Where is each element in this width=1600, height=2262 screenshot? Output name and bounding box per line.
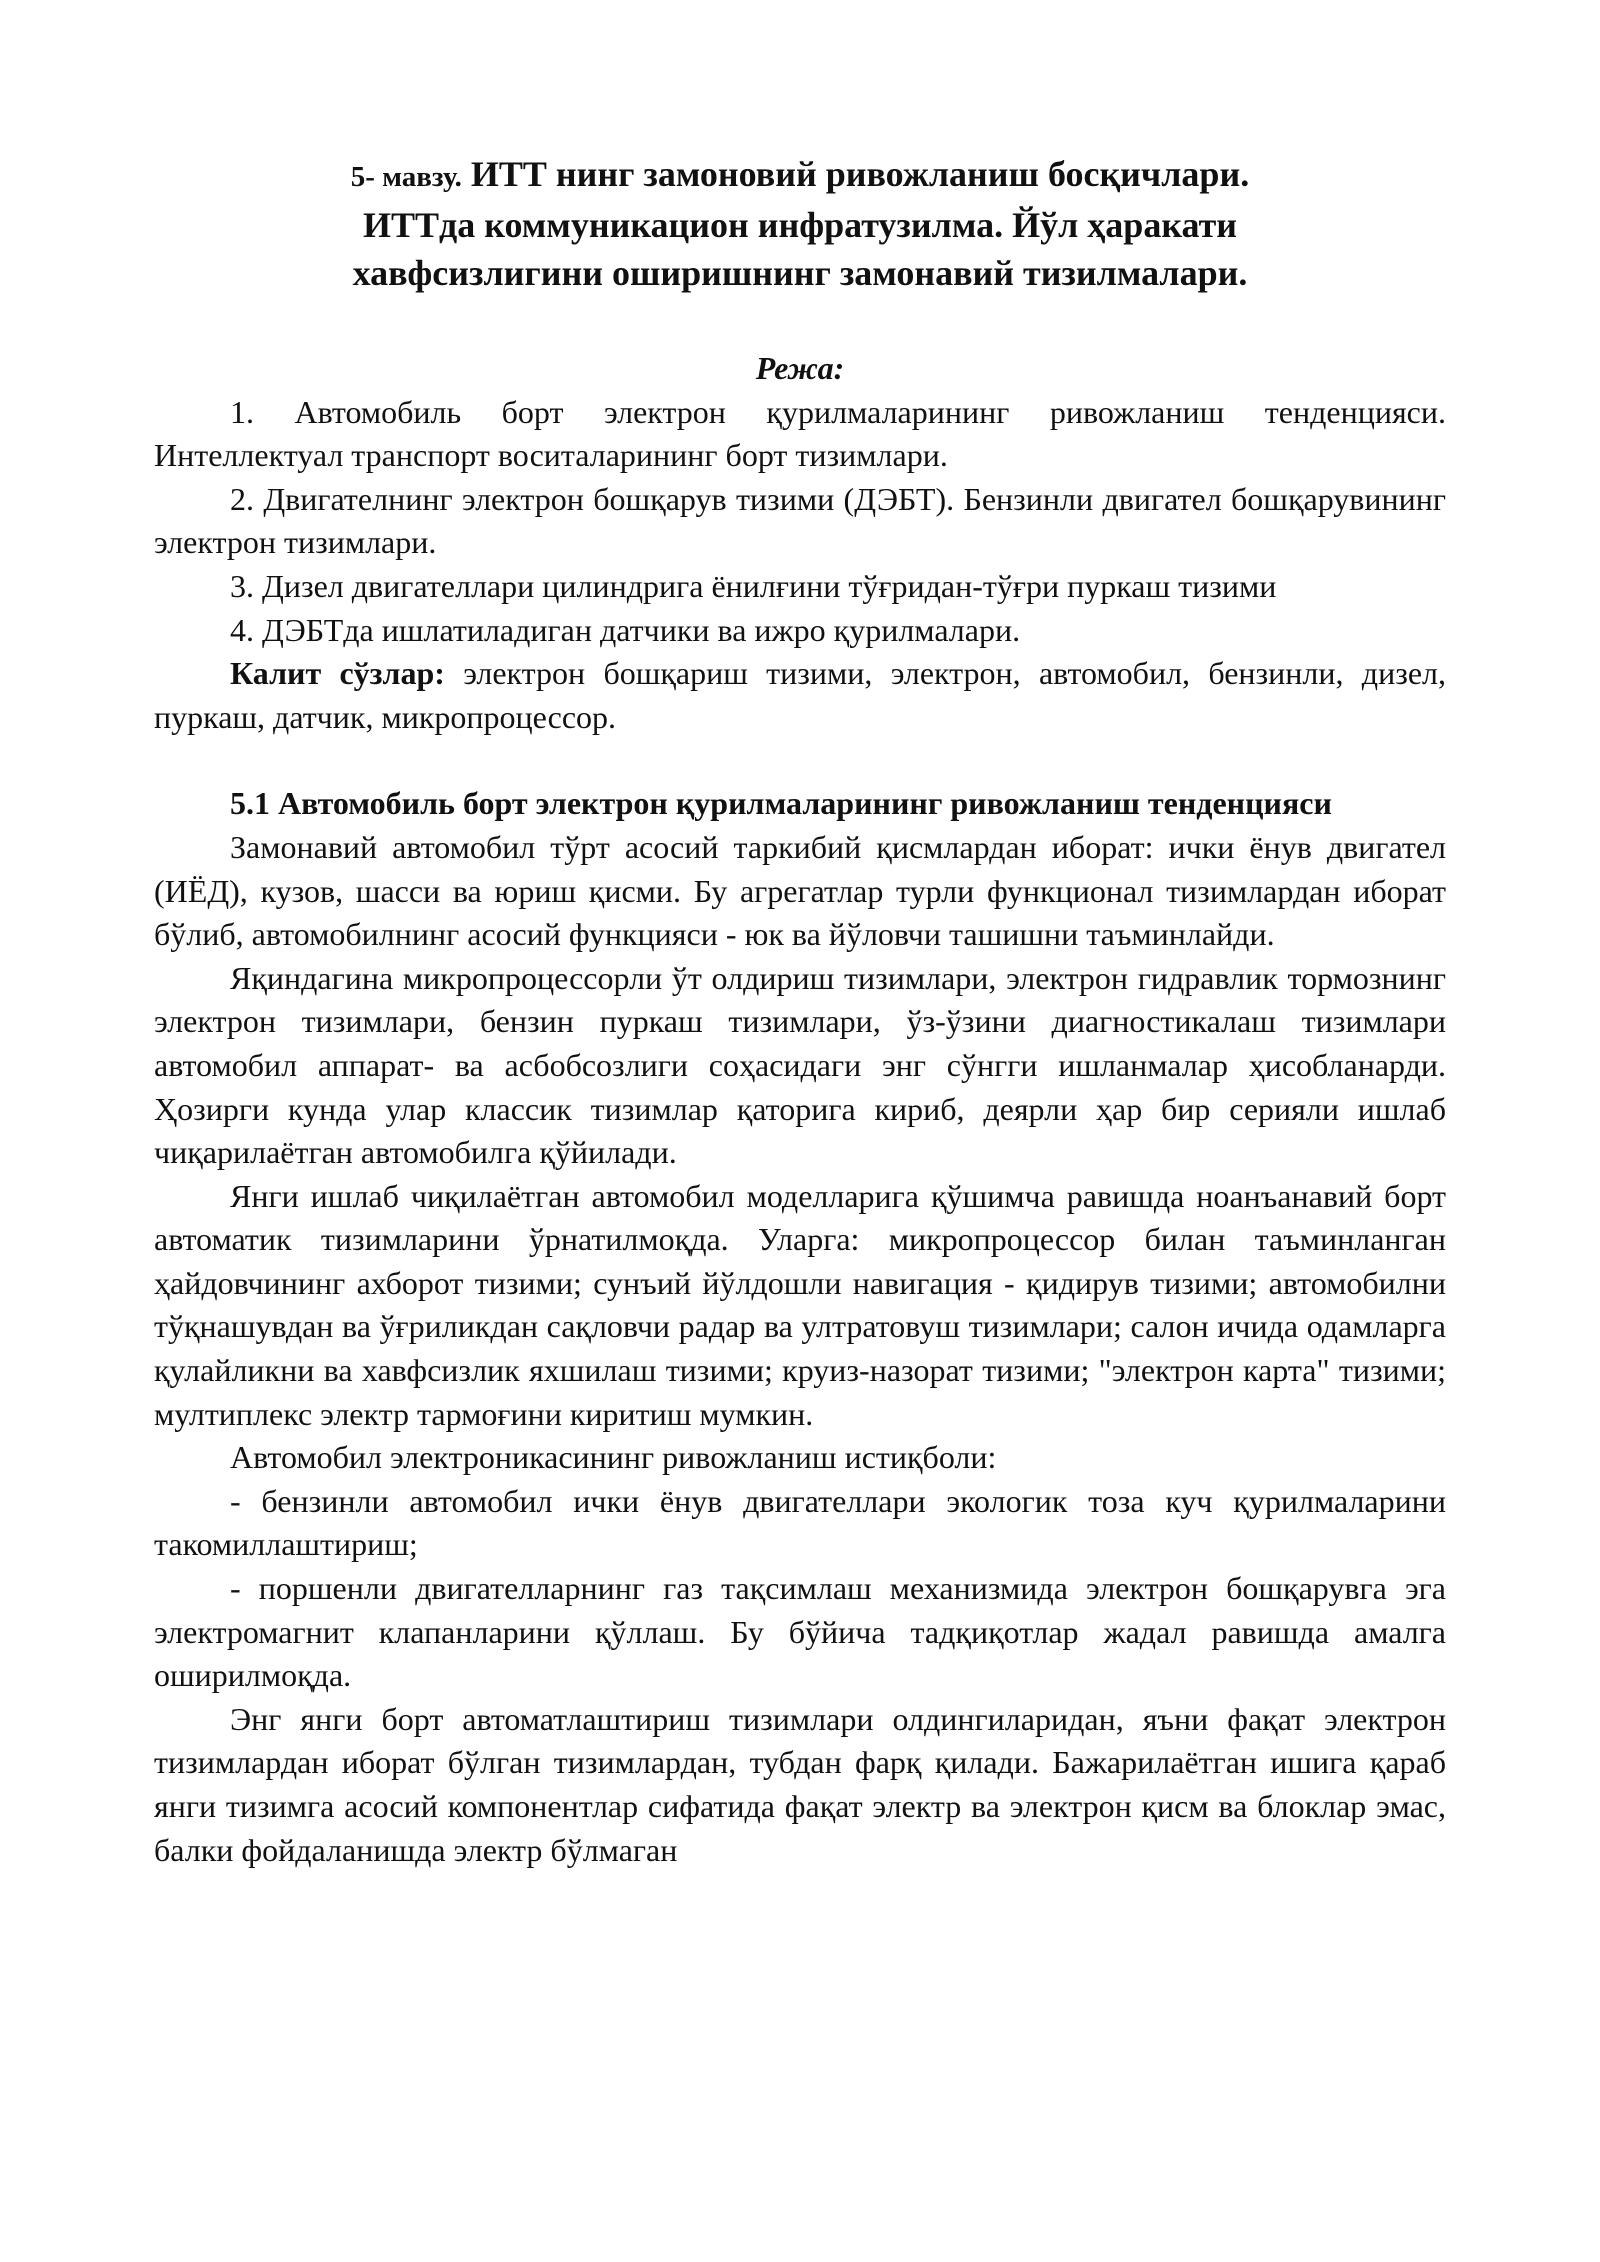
plan-item-2: 2. Двигателнинг электрон бошқарув тизими (ДЭБТ). Бензинли двигател бошқарувининг электрон тизимлари. bbox=[154, 480, 1446, 561]
title-line-3: хавфсизлигини оширишнинг замонавий тизилмалари. bbox=[352, 253, 1248, 293]
body-paragraph: Яқиндагина микропроцессорли ўт олдириш тизимлари, электрон гидравлик тормознинг электрон тизимлари, бензин пуркаш тизимлари, ўз-ўзини диагностикалаш тизимлари автомобил аппарат- ва асбобсозлиги соҳасидаги энг сўнгги ишланмалар ҳисобланарди. Ҳозирги кунда улар классик тизимлар қаторига кириб, деярли ҳар бир серияли ишлаб чиқарилаётган автомобилга қўйилади. bbox=[154, 959, 1446, 1171]
document-title bbox=[154, 150, 1446, 297]
topic-number: 5- мавзу. bbox=[350, 161, 462, 193]
title-line-1: ИТТ нинг замоновий ривожланиш босқичлари. bbox=[461, 154, 1250, 194]
keywords-text: электрон бошқариш тизими, электрон, автомобил, бензинли, дизел, пуркаш, датчик, микропроцессор. bbox=[154, 655, 1447, 735]
body-paragraph: Автомобил электроникасининг ривожланиш истиқболи: bbox=[230, 1439, 997, 1476]
plan-heading: Режа: bbox=[755, 350, 845, 386]
title-line-2: ИТТда коммуникацион инфратузилма. Йўл ҳаракати bbox=[362, 205, 1238, 245]
body-paragraph: - поршенли двигателларнинг газ тақсимлаш механизмида электрон бошқарувга эга электромагнит клапанларини қўллаш. Бу бўйича тадқиқотлар жадал равишда амалга оширилмоқда. bbox=[154, 1570, 1446, 1694]
section-heading: 5.1 Автомобиль борт электрон қурилмаларининг ривожланиш тенденцияси bbox=[230, 785, 1332, 822]
body-paragraph: - бензинли автомобил ички ёнув двигателлари экологик тоза куч қурилмаларини такомиллаштириш; bbox=[154, 1482, 1446, 1563]
plan-item-4: 4. ДЭБТда ишлатиладиган датчики ва ижро қурилмалари. bbox=[230, 611, 1021, 648]
plan-item-3: 3. Дизел двигателлари цилиндрига ёнилғини тўғридан-тўғри пуркаш тизими bbox=[230, 567, 1277, 604]
body-paragraph: Энг янги борт автоматлаштириш тизимлари олдингиларидан, яъни фақат электрон тизимлардан иборат бўлган тизимлардан, тубдан фарқ қилади. Бажарилаётган ишига қараб янги тизимга асосий компонентлар сифатида фақат электр ва электрон қисм ва блоклар эмас, балки фойдаланишда электр бўлмаган bbox=[154, 1700, 1446, 1868]
body-paragraph: Янги ишлаб чиқилаётган автомобил моделларига қўшимча равишда ноанъанавий борт автоматик тизимларини ўрнатилмоқда. Уларга: микропроцессор билан таъминланган ҳайдовчининг ахборот тизими; сунъий йўлдошли навигация - қидирув тизими; автомобилни тўқнашувдан ва ўғриликдан сақловчи радар ва ултратовуш тизимлари; салон ичида одамларга қулайликни ва хавфсизлик яхшилаш тизими; круиз-назорат тизими; "электрон карта" тизими; мултиплекс электр тармоғини киритиш мумкин. bbox=[154, 1177, 1446, 1432]
keywords-paragraph bbox=[154, 652, 1446, 739]
plan-item-1: 1. Автомобиль борт электрон қурилмаларининг ривожланиш тенденцияси. Интеллектуал транспорт воситаларининг борт тизимлари. bbox=[154, 393, 1446, 474]
body-paragraph: Замонавий автомобил тўрт асосий таркибий қисмлардан иборат: ички ёнув двигател (ИЁД), кузов, шасси ва юриш қисми. Бу агрегатлар турли функционал тизимлардан иборат бўлиб, автомобилнинг асосий функцияси - юк ва йўловчи ташишни таъминлайди. bbox=[154, 828, 1446, 953]
keywords-label: Калит сўзлар: bbox=[230, 655, 445, 692]
spacer bbox=[154, 739, 1446, 782]
